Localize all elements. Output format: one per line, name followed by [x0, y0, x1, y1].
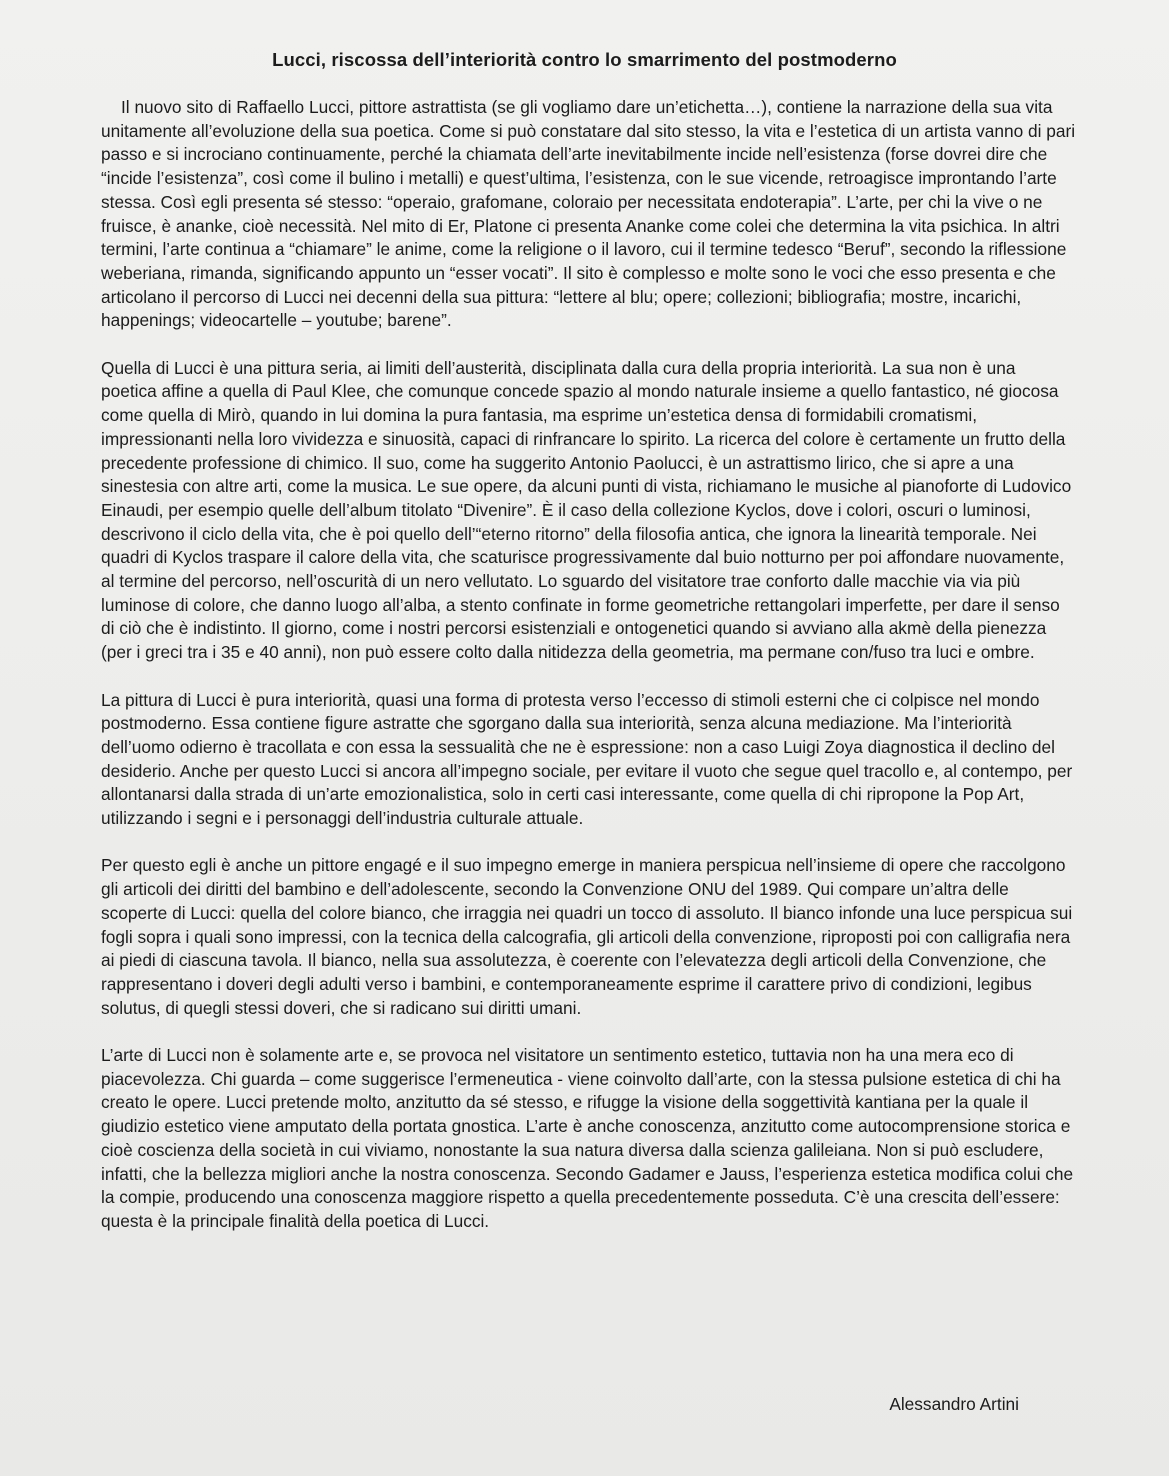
paragraph-interiority: La pittura di Lucci è pura interiorità, quasi una forma di protesta verso l’eccesso di stimoli esterni che ci colpisce nel mondo postmoderno. Essa contiene figure astratte che sgorgano dalla sua interiorità, senza alcuna mediazione. Ma l’interiorità dell’uomo odierno è tracollata e con essa la sessualità che ne è espressione: non a caso Luigi Zoya diagnostica il declino del desiderio. Anche per questo Lucci si ancora all’impegno sociale, per evitare il vuoto che segue quel tracollo e, al contempo, per allontanarsi dalla strada di un’arte emozionalistica, solo in certi casi interessante, come quella di chi ripropone la Pop Art, utilizzando i segni e i personaggi dell’industria culturale attuale. — [101, 689, 1073, 829]
paragraph-knowledge: L’arte di Lucci non è solamente arte e, se provoca nel visitatore un sentimento estetico, tuttavia non ha una mera eco di piacevolezza. Chi guarda – come suggerisce l’ermeneutica - viene coinvolto dall’arte, con la stessa pulsione estetica di chi ha creato le opere. Lucci pretende molto, anzitutto da sé stesso, e rifugge la visione della soggettività kantiana per la quale il giudizio estetico viene amputato della portata gnostica. L’arte è anche conoscenza, anzitutto come autocomprensione storica e cioè coscienza della società in cui viviamo, nonostante la sua natura diversa dalla scienza galileiana. Non si può escludere, infatti, che la bellezza migliori anche la nostra conoscenza. Secondo Gadamer e Jauss, l’esperienza estetica modifica colui che la compie, producendo una conoscenza maggiore rispetto a quella precedentemente posseduta. C’è una crescita dell’essere: questa è la principale finalità della poetica di Lucci. — [101, 1045, 1074, 1231]
author-signature: Alessandro Artini — [889, 1394, 1019, 1414]
paragraph-engage: Per questo egli è anche un pittore engagé e il suo impegno emerge in maniera perspicua nell’insieme di opere che raccolgono gli articoli dei diritti del bambino e dell’adolescente, secondo la Convenzione ONU del 1989. Qui compare un’altra delle scoperte di Lucci: quella del colore bianco, che irraggia nei quadri un tocco di assoluto. Il bianco infonde una luce perspicua sui fogli sopra i quali sono impressi, con la tecnica della calcografia, gli articoli della convenzione, riproposti poi con calligrafia nera ai piedi di ciascuna tavola. Il bianco, nella sua assolutezza, è coerente con l’elevatezza degli articoli della Convenzione, che rappresentano i doveri degli adulti verso i bambini, e contemporaneamente esprime il carattere privo di condizioni, legibus solutus, di quegli stessi doveri, che si radicano sui diritti umani. — [101, 855, 1073, 1018]
paragraph-intro: Il nuovo sito di Raffaello Lucci, pittore astrattista (se gli vogliamo dare un’etichetta…), contiene la narrazione della sua vita unitamente all’evoluzione della sua poetica. Come si può constatare dal sito stesso, la vita e l’estetica di un artista vanno di pari passo e si incrociano continuamente, perché la chiamata dell’arte inevitabilmente incide nell’esistenza (forse dovrei dire che “incide l’esistenza”, così come il bulino i metalli) e quest’ultima, l’esistenza, con le sue vicende, retroagisce improntando l’arte stessa. Così egli presenta sé stesso: “operaio, grafomane, coloraio per necessitata endoterapia”. L’arte, per chi la vive o ne fruisce, è ananke, cioè necessità. Nel mito di Er, Platone ci presenta Ananke come colei che determina la vita psichica. In altri termini, l’arte continua a “chiamare” le anime, come la religione o il lavoro, cui il termine tedesco “Beruf”, secondo la riflessione weberiana, rimanda, significando appunto un “esser vocati”. Il sito è complesso e molte sono le voci che esso presenta e che articolano il percorso di Lucci nei decenni della sua pittura: “lettere al blu; opere; collezioni; bibliografia; mostre, incarichi, happenings; videocartelle – youtube; barene”. — [101, 97, 1076, 331]
article-title: Lucci, riscossa dell’interiorità contro lo smarrimento del postmoderno — [272, 49, 897, 70]
article-body — [101, 96, 1076, 1257]
paragraph-kyclos: Quella di Lucci è una pittura seria, ai limiti dell’austerità, disciplinata dalla cura della propria interiorità. La sua non è una poetica affine a quella di Paul Klee, che comunque concede spazio al mondo naturale insieme a quello fantastico, né giocosa come quella di Mirò, quando in lui domina la pura fantasia, ma esprime un’estetica densa di formidabili cromatismi, impressionanti nella loro vividezza e sinuosità, capaci di rinfrancare lo spirito. La ricerca del colore è certamente un frutto della precedente professione di chimico. Il suo, come ha suggerito Antonio Paolucci, è un astrattismo lirico, che si apre a una sinestesia con altre arti, come la musica. Le sue opere, da alcuni punti di vista, richiamano le musiche al pianoforte di Ludovico Einaudi, per esempio quelle dell’album titolato “Divenire”. È il caso della collezione Kyclos, dove i colori, oscuri o luminosi, descrivono il ciclo della vita, che è poi quello dell’“eterno ritorno” della filosofia antica, che ignora la linearità temporale. Nei quadri di Kyclos traspare il calore della vita, che scaturisce progressivamente dal buio notturno per poi affondare nuovamente, al termine del percorso, nell’oscurità di un nero vellutato. Lo sguardo del visitatore trae conforto dalle macchie via via più luminose di colore, che danno luogo all’alba, a stento confinate in forme geometriche rettangolari imperfette, per dare il senso di ciò che è indistinto. Il giorno, come i nostri percorsi esistenziali e ontogenetici quando si avviano alla akmè della pienezza (per i greci tra i 35 e 40 anni), non può essere colto dalla nitidezza della geometria, ma permane con/fuso tra luci e ombre. — [101, 357, 1072, 663]
